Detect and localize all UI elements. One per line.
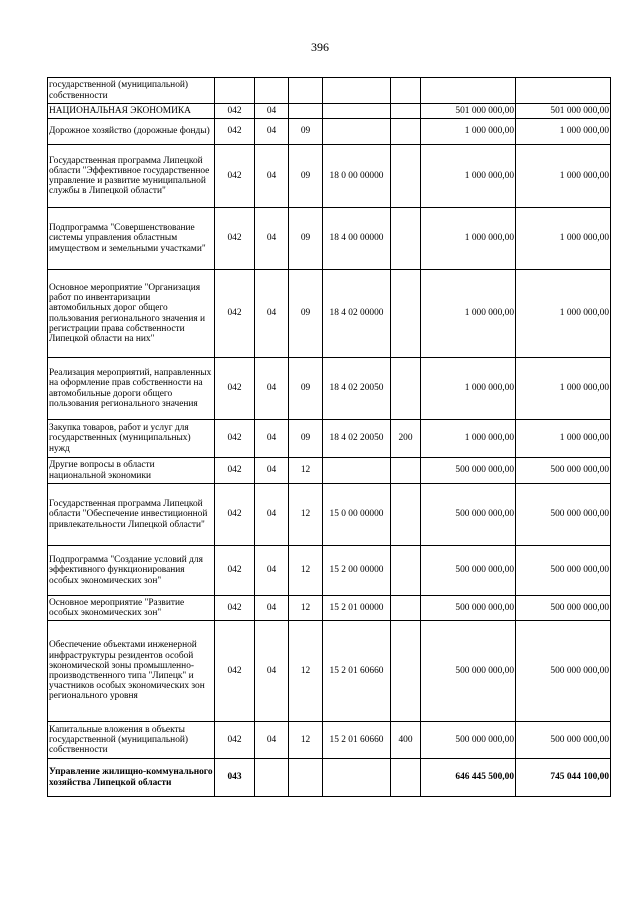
row-code-cell: 042 [215, 722, 255, 759]
row-name-cell: НАЦИОНАЛЬНАЯ ЭКОНОМИКА [48, 104, 215, 119]
row-amount-1-cell: 1 000 000,00 [421, 270, 516, 358]
row-vr-cell [391, 208, 421, 270]
row-code-cell: 042 [215, 119, 255, 145]
row-vr-cell [391, 546, 421, 596]
row-vr-cell [391, 596, 421, 621]
budget-table [47, 77, 611, 797]
row-code-cell: 042 [215, 358, 255, 420]
row-amount-1-cell: 646 445 500,00 [421, 759, 516, 797]
row-csr-cell: 18 4 00 00000 [323, 208, 391, 270]
row-vr-cell [391, 78, 421, 104]
row-amount-2-cell [516, 78, 611, 104]
row-section-cell: 04 [255, 208, 289, 270]
row-amount-1-cell: 500 000 000,00 [421, 722, 516, 759]
table-row [48, 596, 611, 621]
row-code-cell: 042 [215, 621, 255, 722]
table-row [48, 145, 611, 208]
row-csr-cell: 18 0 00 00000 [323, 145, 391, 208]
row-subsection-cell: 12 [289, 484, 323, 546]
row-name-cell: Государственная программа Липецкой области "Обеспечение инвестиционной привлекательности Липецкой области" [48, 484, 215, 546]
row-subsection-cell: 09 [289, 145, 323, 208]
row-subsection-cell: 12 [289, 546, 323, 596]
row-csr-cell: 15 0 00 00000 [323, 484, 391, 546]
row-subsection-cell: 12 [289, 596, 323, 621]
row-amount-1-cell: 501 000 000,00 [421, 104, 516, 119]
row-amount-2-cell: 1 000 000,00 [516, 358, 611, 420]
row-subsection-cell: 09 [289, 270, 323, 358]
row-name-cell: Капитальные вложения в объекты государственной (муниципальной) собственности [48, 722, 215, 759]
row-code-cell: 042 [215, 484, 255, 546]
row-name-cell: Обеспечение объектами инженерной инфраструктуры резидентов особой экономической зоны промышленно-производственного типа "Липецк" и участников особых экономических зон регионального уровня [48, 621, 215, 722]
row-csr-cell: 18 4 02 20050 [323, 358, 391, 420]
row-vr-cell [391, 104, 421, 119]
row-name-cell: Другие вопросы в области национальной экономики [48, 458, 215, 484]
row-amount-1-cell: 1 000 000,00 [421, 119, 516, 145]
row-section-cell: 04 [255, 270, 289, 358]
row-amount-2-cell: 500 000 000,00 [516, 458, 611, 484]
row-amount-2-cell: 500 000 000,00 [516, 546, 611, 596]
table-row [48, 484, 611, 546]
row-name-cell: Государственная программа Липецкой области "Эффективное государственное управление и развитие муниципальной службы в Липецкой области" [48, 145, 215, 208]
row-name-cell: Основное мероприятие "Развитие особых экономических зон" [48, 596, 215, 621]
row-section-cell: 04 [255, 484, 289, 546]
row-code-cell: 042 [215, 270, 255, 358]
row-section-cell: 04 [255, 145, 289, 208]
table-row [48, 458, 611, 484]
table-row [48, 78, 611, 104]
row-vr-cell [391, 458, 421, 484]
row-csr-cell [323, 458, 391, 484]
row-amount-2-cell: 1 000 000,00 [516, 145, 611, 208]
row-code-cell: 042 [215, 145, 255, 208]
row-vr-cell [391, 759, 421, 797]
row-csr-cell: 18 4 02 00000 [323, 270, 391, 358]
row-vr-cell [391, 358, 421, 420]
row-code-cell: 043 [215, 759, 255, 797]
row-amount-2-cell: 500 000 000,00 [516, 484, 611, 546]
row-name-cell: Закупка товаров, работ и услуг для государственных (муниципальных) нужд [48, 420, 215, 458]
row-section-cell: 04 [255, 458, 289, 484]
row-subsection-cell [289, 78, 323, 104]
row-code-cell: 042 [215, 596, 255, 621]
row-code-cell: 042 [215, 104, 255, 119]
row-csr-cell [323, 119, 391, 145]
row-name-cell: Дорожное хозяйство (дорожные фонды) [48, 119, 215, 145]
row-section-cell: 04 [255, 546, 289, 596]
row-amount-1-cell: 500 000 000,00 [421, 484, 516, 546]
row-amount-2-cell: 1 000 000,00 [516, 119, 611, 145]
row-amount-1-cell: 1 000 000,00 [421, 208, 516, 270]
table-row [48, 270, 611, 358]
row-amount-2-cell: 745 044 100,00 [516, 759, 611, 797]
row-code-cell: 042 [215, 546, 255, 596]
row-code-cell [215, 78, 255, 104]
row-section-cell: 04 [255, 722, 289, 759]
budget-table-body [48, 78, 611, 797]
row-vr-cell [391, 119, 421, 145]
row-csr-cell: 18 4 02 20050 [323, 420, 391, 458]
row-subsection-cell: 12 [289, 458, 323, 484]
row-csr-cell [323, 759, 391, 797]
row-amount-2-cell: 1 000 000,00 [516, 270, 611, 358]
row-name-cell: Подпрограмма "Создание условий для эффективного функционирования особых экономических зон" [48, 546, 215, 596]
page-number: 396 [311, 40, 329, 54]
row-amount-2-cell: 500 000 000,00 [516, 722, 611, 759]
row-section-cell [255, 78, 289, 104]
row-amount-1-cell: 500 000 000,00 [421, 596, 516, 621]
row-code-cell: 042 [215, 458, 255, 484]
row-vr-cell: 400 [391, 722, 421, 759]
row-code-cell: 042 [215, 420, 255, 458]
row-amount-2-cell: 500 000 000,00 [516, 596, 611, 621]
table-row [48, 621, 611, 722]
row-subsection-cell: 09 [289, 358, 323, 420]
row-amount-1-cell: 1 000 000,00 [421, 145, 516, 208]
table-row [48, 759, 611, 797]
row-vr-cell [391, 145, 421, 208]
row-name-cell: Управление жилищно-коммунального хозяйства Липецкой области [48, 759, 215, 797]
table-row [48, 722, 611, 759]
row-name-cell: Реализация мероприятий, направленных на оформление прав собственности на автомобильные дороги общего пользования регионального значения [48, 358, 215, 420]
row-vr-cell [391, 270, 421, 358]
row-amount-1-cell: 500 000 000,00 [421, 458, 516, 484]
row-subsection-cell [289, 104, 323, 119]
table-row [48, 420, 611, 458]
row-amount-2-cell: 1 000 000,00 [516, 420, 611, 458]
row-csr-cell [323, 78, 391, 104]
row-amount-1-cell: 1 000 000,00 [421, 420, 516, 458]
row-amount-2-cell: 501 000 000,00 [516, 104, 611, 119]
row-csr-cell [323, 104, 391, 119]
row-section-cell: 04 [255, 596, 289, 621]
row-csr-cell: 15 2 01 60660 [323, 722, 391, 759]
row-section-cell: 04 [255, 621, 289, 722]
row-amount-2-cell: 1 000 000,00 [516, 208, 611, 270]
row-name-cell: Основное мероприятие "Организация работ по инвентаризации автомобильных дорог общего пользования регионального значения и регистрации права собственности Липецкой области на них" [48, 270, 215, 358]
row-subsection-cell: 12 [289, 722, 323, 759]
row-section-cell [255, 759, 289, 797]
table-row [48, 546, 611, 596]
row-subsection-cell [289, 759, 323, 797]
row-section-cell: 04 [255, 358, 289, 420]
row-vr-cell: 200 [391, 420, 421, 458]
row-subsection-cell: 09 [289, 420, 323, 458]
row-subsection-cell: 09 [289, 208, 323, 270]
row-name-cell: государственной (муниципальной) собственности [48, 78, 215, 104]
row-section-cell: 04 [255, 420, 289, 458]
table-row [48, 208, 611, 270]
row-subsection-cell: 09 [289, 119, 323, 145]
table-row [48, 119, 611, 145]
row-vr-cell [391, 621, 421, 722]
row-amount-1-cell: 500 000 000,00 [421, 621, 516, 722]
row-csr-cell: 15 2 01 00000 [323, 596, 391, 621]
row-amount-1-cell [421, 78, 516, 104]
row-section-cell: 04 [255, 119, 289, 145]
row-name-cell: Подпрограмма "Совершенствование системы управления областным имуществом и земельными участками" [48, 208, 215, 270]
row-amount-2-cell: 500 000 000,00 [516, 621, 611, 722]
row-subsection-cell: 12 [289, 621, 323, 722]
row-amount-1-cell: 500 000 000,00 [421, 546, 516, 596]
table-row [48, 104, 611, 119]
row-amount-1-cell: 1 000 000,00 [421, 358, 516, 420]
row-section-cell: 04 [255, 104, 289, 119]
row-csr-cell: 15 2 01 60660 [323, 621, 391, 722]
row-vr-cell [391, 484, 421, 546]
table-row [48, 358, 611, 420]
row-csr-cell: 15 2 00 00000 [323, 546, 391, 596]
row-code-cell: 042 [215, 208, 255, 270]
